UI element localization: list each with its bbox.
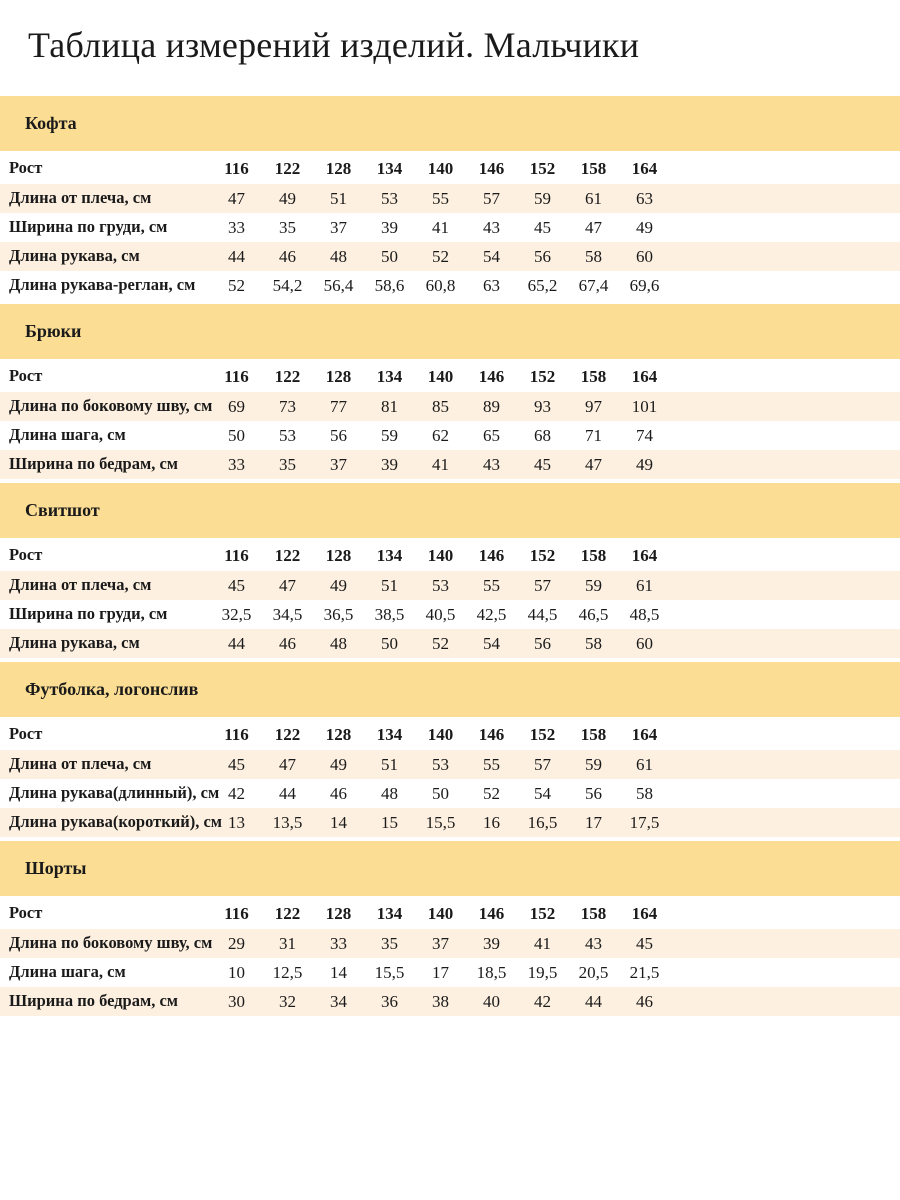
row-label: Длина рукава(короткий), см (9, 812, 223, 832)
size-cell: 116 (224, 159, 249, 178)
value-cell: 51 (381, 755, 398, 774)
value-cell: 17 (585, 813, 602, 832)
section-table-0 (0, 153, 900, 300)
value-cell: 38 (432, 992, 449, 1011)
value-cell: 68 (534, 426, 551, 445)
value-cell: 69 (228, 397, 245, 416)
size-cell: 140 (427, 367, 454, 386)
value-cell: 46 (279, 634, 296, 653)
row-label: Ширина по бедрам, см (9, 991, 179, 1011)
size-cell: 146 (478, 367, 505, 386)
size-header-row (0, 153, 900, 184)
value-cell: 31 (279, 934, 296, 953)
value-cell: 16,5 (527, 813, 558, 832)
size-cell: 164 (631, 367, 658, 386)
value-cell: 41 (534, 934, 551, 953)
size-cell: 128 (325, 159, 352, 178)
value-cell: 58 (636, 784, 653, 803)
measurement-row (0, 184, 900, 213)
value-cell: 37 (330, 218, 347, 237)
size-cell: 158 (580, 159, 607, 178)
value-cell: 53 (381, 189, 398, 208)
value-cell: 42 (534, 992, 551, 1011)
value-cell: 17,5 (629, 813, 660, 832)
value-cell: 45 (636, 934, 653, 953)
value-cell: 71 (585, 426, 602, 445)
size-cell: 152 (529, 159, 556, 178)
height-row-label: Рост (9, 366, 43, 386)
size-cell: 134 (376, 159, 403, 178)
value-cell: 56 (534, 247, 551, 266)
row-label: Длина по боковому шву, см (9, 396, 213, 416)
value-cell: 43 (483, 455, 500, 474)
row-label: Ширина по груди, см (9, 604, 168, 624)
size-cell: 146 (478, 725, 505, 744)
size-cell: 146 (478, 159, 505, 178)
size-cell: 140 (427, 904, 454, 923)
value-cell: 49 (330, 755, 347, 774)
value-cell: 45 (228, 576, 245, 595)
value-cell: 41 (432, 218, 449, 237)
measurement-row (0, 987, 900, 1016)
row-label: Длина по боковому шву, см (9, 933, 213, 953)
section-title: Кофта (25, 113, 77, 133)
measurement-row (0, 392, 900, 421)
size-header-row (0, 898, 900, 929)
value-cell: 85 (432, 397, 449, 416)
value-cell: 53 (432, 576, 449, 595)
value-cell: 50 (432, 784, 449, 803)
value-cell: 39 (381, 455, 398, 474)
value-cell: 57 (483, 189, 500, 208)
value-cell: 77 (330, 397, 347, 416)
value-cell: 12,5 (272, 963, 303, 982)
value-cell: 54 (534, 784, 551, 803)
value-cell: 19,5 (527, 963, 558, 982)
size-cell: 164 (631, 725, 658, 744)
value-cell: 37 (432, 934, 449, 953)
size-cell: 158 (580, 546, 607, 565)
size-cell: 122 (274, 159, 301, 178)
value-cell: 47 (228, 189, 245, 208)
measurement-row (0, 779, 900, 808)
value-cell: 55 (432, 189, 449, 208)
section-title: Брюки (25, 321, 82, 341)
row-label: Длина от плеча, см (9, 575, 152, 595)
page-title: Таблица измерений изделий. Мальчики (28, 25, 640, 65)
value-cell: 67,4 (578, 276, 609, 295)
value-cell: 29 (228, 934, 245, 953)
value-cell: 59 (534, 189, 551, 208)
size-cell: 134 (376, 546, 403, 565)
row-label: Длина шага, см (9, 962, 126, 982)
value-cell: 73 (279, 397, 296, 416)
value-cell: 46 (279, 247, 296, 266)
value-cell: 32 (279, 992, 296, 1011)
row-label: Длина рукава, см (9, 633, 140, 653)
size-cell: 134 (376, 904, 403, 923)
value-cell: 51 (330, 189, 347, 208)
section-header-0 (0, 96, 900, 151)
size-cell: 128 (325, 725, 352, 744)
value-cell: 101 (631, 397, 658, 416)
size-cell: 116 (224, 725, 249, 744)
value-cell: 52 (432, 247, 449, 266)
section-table-2 (0, 540, 900, 658)
measurement-row (0, 600, 900, 629)
value-cell: 48 (381, 784, 398, 803)
value-cell: 44,5 (527, 605, 558, 624)
measurement-row (0, 629, 900, 658)
value-cell: 35 (279, 218, 296, 237)
value-cell: 36 (381, 992, 398, 1011)
section-title: Футболка, логонслив (25, 679, 199, 699)
value-cell: 58,6 (374, 276, 405, 295)
value-cell: 81 (381, 397, 398, 416)
value-cell: 43 (585, 934, 602, 953)
value-cell: 21,5 (629, 963, 660, 982)
section-header-3 (0, 662, 900, 717)
row-label: Длина рукава, см (9, 246, 140, 266)
row-label: Длина от плеча, см (9, 754, 152, 774)
measurement-row (0, 958, 900, 987)
value-cell: 10 (228, 963, 245, 982)
value-cell: 16 (483, 813, 500, 832)
value-cell: 44 (228, 247, 245, 266)
value-cell: 44 (228, 634, 245, 653)
value-cell: 52 (228, 276, 245, 295)
value-cell: 48,5 (629, 605, 660, 624)
value-cell: 58 (585, 634, 602, 653)
measurement-row (0, 421, 900, 450)
value-cell: 56 (330, 426, 347, 445)
size-header-row (0, 361, 900, 392)
value-cell: 17 (432, 963, 449, 982)
value-cell: 46 (330, 784, 347, 803)
value-cell: 13 (228, 813, 245, 832)
value-cell: 63 (483, 276, 500, 295)
size-cell: 116 (224, 904, 249, 923)
value-cell: 38,5 (374, 605, 405, 624)
size-cell: 152 (529, 546, 556, 565)
value-cell: 93 (534, 397, 551, 416)
value-cell: 50 (381, 247, 398, 266)
size-cell: 122 (274, 904, 301, 923)
value-cell: 33 (228, 455, 245, 474)
value-cell: 39 (483, 934, 500, 953)
size-cell: 140 (427, 159, 454, 178)
value-cell: 43 (483, 218, 500, 237)
row-label: Длина шага, см (9, 425, 126, 445)
measurement-row (0, 242, 900, 271)
value-cell: 55 (483, 755, 500, 774)
size-cell: 158 (580, 725, 607, 744)
value-cell: 52 (432, 634, 449, 653)
value-cell: 32,5 (221, 605, 252, 624)
value-cell: 60 (636, 247, 653, 266)
value-cell: 55 (483, 576, 500, 595)
section-header-2 (0, 483, 900, 538)
value-cell: 58 (585, 247, 602, 266)
value-cell: 42 (228, 784, 245, 803)
value-cell: 44 (279, 784, 296, 803)
value-cell: 56 (534, 634, 551, 653)
value-cell: 60 (636, 634, 653, 653)
size-cell: 116 (224, 546, 249, 565)
value-cell: 51 (381, 576, 398, 595)
size-cell: 146 (478, 546, 505, 565)
size-cell: 146 (478, 904, 505, 923)
value-cell: 40,5 (425, 605, 456, 624)
value-cell: 45 (534, 455, 551, 474)
row-label: Ширина по груди, см (9, 217, 168, 237)
measurement-row (0, 450, 900, 479)
section-table-1 (0, 361, 900, 479)
measurement-row (0, 929, 900, 958)
size-cell: 140 (427, 725, 454, 744)
value-cell: 47 (585, 218, 602, 237)
size-cell: 134 (376, 367, 403, 386)
height-row-label: Рост (9, 903, 43, 923)
section-title: Шорты (25, 858, 87, 878)
value-cell: 13,5 (272, 813, 303, 832)
value-cell: 61 (636, 755, 653, 774)
size-cell: 122 (274, 367, 301, 386)
measurement-row (0, 213, 900, 242)
size-cell: 128 (325, 367, 352, 386)
section-table-3 (0, 719, 900, 837)
value-cell: 40 (483, 992, 500, 1011)
value-cell: 15 (381, 813, 398, 832)
value-cell: 49 (636, 218, 653, 237)
size-cell: 128 (325, 546, 352, 565)
value-cell: 41 (432, 455, 449, 474)
value-cell: 57 (534, 576, 551, 595)
value-cell: 56 (585, 784, 602, 803)
row-label: Ширина по бедрам, см (9, 454, 179, 474)
section-table-4 (0, 898, 900, 1016)
size-cell: 152 (529, 725, 556, 744)
size-cell: 116 (224, 367, 249, 386)
value-cell: 49 (330, 576, 347, 595)
size-cell: 122 (274, 725, 301, 744)
value-cell: 37 (330, 455, 347, 474)
size-cell: 152 (529, 367, 556, 386)
value-cell: 59 (585, 755, 602, 774)
value-cell: 65,2 (527, 276, 558, 295)
value-cell: 42,5 (476, 605, 507, 624)
value-cell: 33 (228, 218, 245, 237)
size-cell: 134 (376, 725, 403, 744)
value-cell: 89 (483, 397, 500, 416)
section-header-4 (0, 841, 900, 896)
section-header-1 (0, 304, 900, 359)
value-cell: 54 (483, 247, 500, 266)
value-cell: 50 (381, 634, 398, 653)
measurement-row (0, 271, 900, 300)
measurement-row (0, 808, 900, 837)
value-cell: 52 (483, 784, 500, 803)
value-cell: 15,5 (374, 963, 405, 982)
height-row-label: Рост (9, 545, 43, 565)
value-cell: 57 (534, 755, 551, 774)
value-cell: 62 (432, 426, 449, 445)
size-cell: 164 (631, 159, 658, 178)
row-label: Длина рукава(длинный), см (9, 783, 220, 803)
value-cell: 44 (585, 992, 602, 1011)
value-cell: 74 (636, 426, 653, 445)
value-cell: 36,5 (323, 605, 354, 624)
value-cell: 45 (228, 755, 245, 774)
size-cell: 158 (580, 367, 607, 386)
measurement-tables (0, 96, 900, 1016)
value-cell: 61 (636, 576, 653, 595)
value-cell: 47 (279, 576, 296, 595)
row-label: Длина от плеча, см (9, 188, 152, 208)
value-cell: 53 (432, 755, 449, 774)
value-cell: 59 (585, 576, 602, 595)
size-header-row (0, 540, 900, 571)
value-cell: 47 (585, 455, 602, 474)
value-cell: 56,4 (323, 276, 354, 295)
measurement-row (0, 571, 900, 600)
value-cell: 53 (279, 426, 296, 445)
size-cell: 128 (325, 904, 352, 923)
size-cell: 152 (529, 904, 556, 923)
value-cell: 15,5 (425, 813, 456, 832)
value-cell: 20,5 (578, 963, 609, 982)
value-cell: 63 (636, 189, 653, 208)
measurement-row (0, 750, 900, 779)
value-cell: 33 (330, 934, 347, 953)
value-cell: 97 (585, 397, 602, 416)
value-cell: 45 (534, 218, 551, 237)
size-cell: 122 (274, 546, 301, 565)
value-cell: 59 (381, 426, 398, 445)
value-cell: 69,6 (629, 276, 660, 295)
value-cell: 48 (330, 247, 347, 266)
value-cell: 60,8 (425, 276, 456, 295)
value-cell: 35 (279, 455, 296, 474)
size-cell: 164 (631, 546, 658, 565)
height-row-label: Рост (9, 724, 43, 744)
size-cell: 164 (631, 904, 658, 923)
value-cell: 14 (330, 963, 347, 982)
value-cell: 34,5 (272, 605, 303, 624)
value-cell: 35 (381, 934, 398, 953)
size-header-row (0, 719, 900, 750)
value-cell: 46 (636, 992, 653, 1011)
value-cell: 49 (636, 455, 653, 474)
value-cell: 49 (279, 189, 296, 208)
size-cell: 140 (427, 546, 454, 565)
value-cell: 61 (585, 189, 602, 208)
value-cell: 50 (228, 426, 245, 445)
row-label: Длина рукава-реглан, см (9, 275, 196, 295)
value-cell: 18,5 (476, 963, 507, 982)
size-cell: 158 (580, 904, 607, 923)
value-cell: 48 (330, 634, 347, 653)
value-cell: 54,2 (272, 276, 303, 295)
value-cell: 65 (483, 426, 500, 445)
value-cell: 34 (330, 992, 347, 1011)
value-cell: 46,5 (578, 605, 609, 624)
value-cell: 14 (330, 813, 347, 832)
value-cell: 39 (381, 218, 398, 237)
value-cell: 30 (228, 992, 245, 1011)
section-title: Свитшот (25, 500, 100, 520)
value-cell: 54 (483, 634, 500, 653)
value-cell: 47 (279, 755, 296, 774)
height-row-label: Рост (9, 158, 43, 178)
